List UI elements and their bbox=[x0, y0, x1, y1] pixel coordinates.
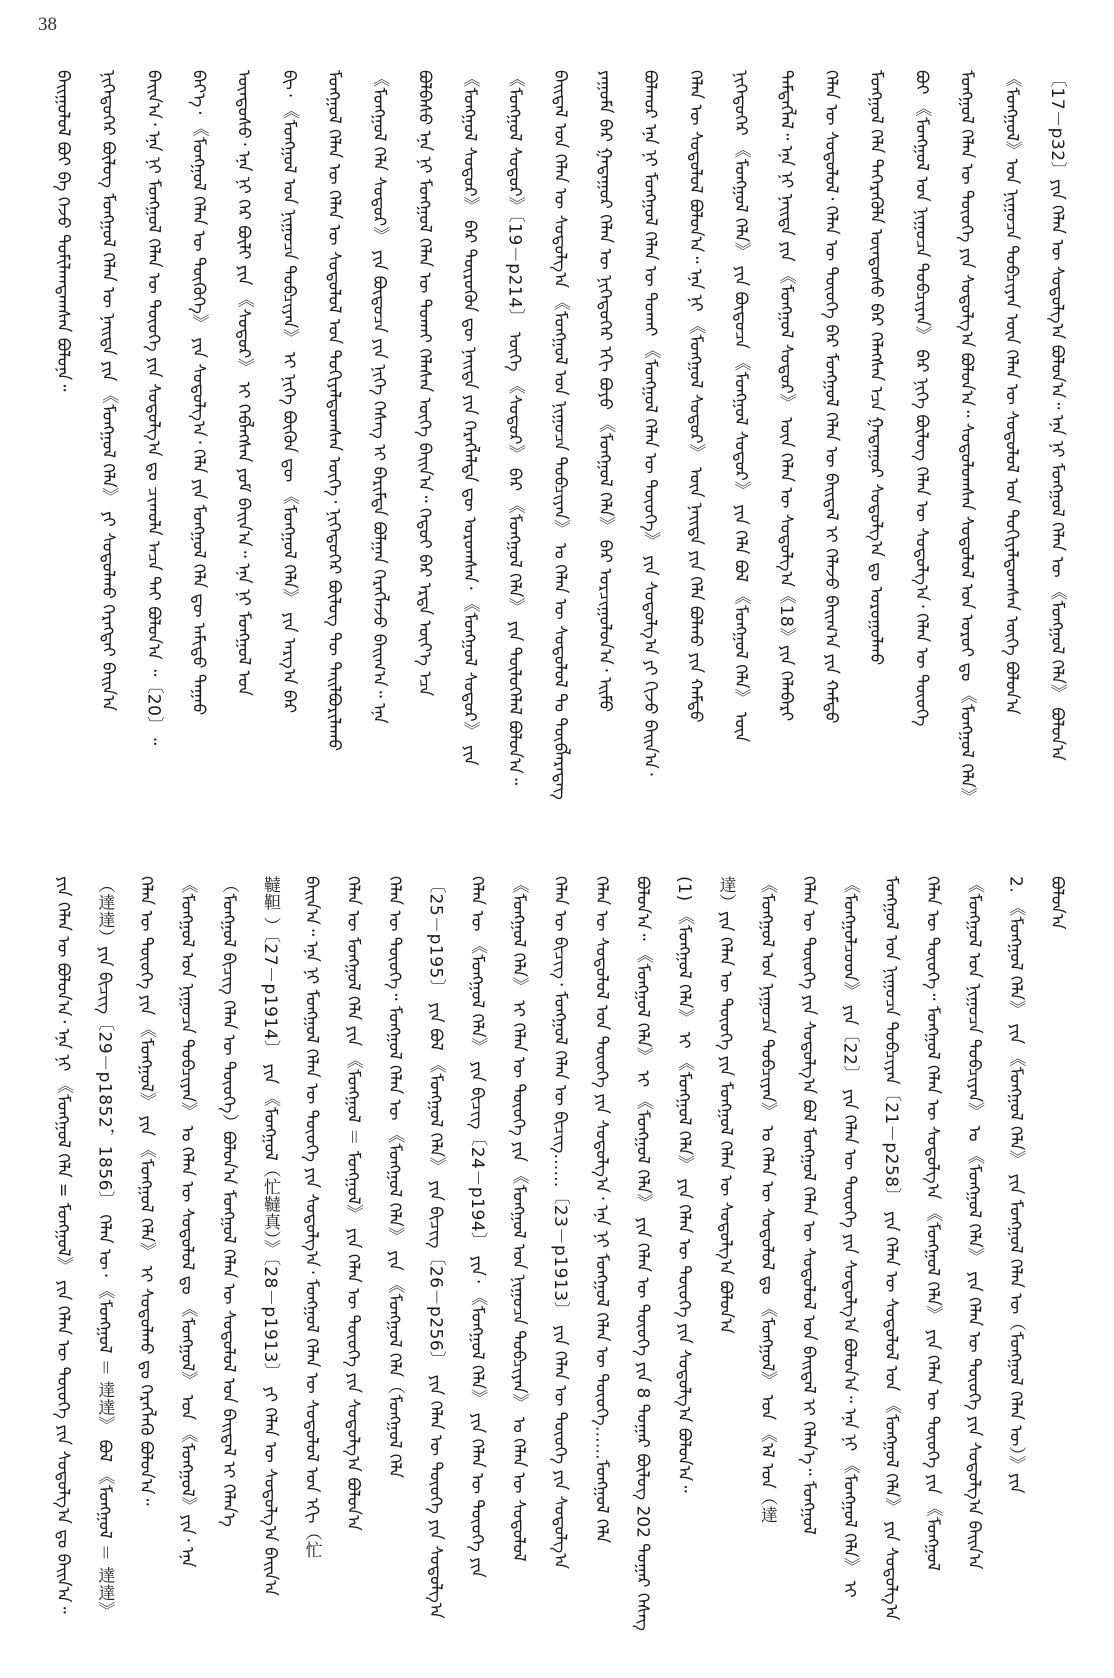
upper-text-block bbox=[50, 70, 1070, 840]
lower-block-column bbox=[630, 876, 656, 1666]
lower-block-column-text: ᠮᠣᠩᠭᠣᠯ ᠤᠨ ᠨᠢᠭᠤᠴᠠ ᠲᠣᠪᠴᠢᠶᠠᠨ〔21－p258〕 ᠶᠢᠨ ᠬᠡᠯᠡᠨ ᠦ ᠰᠤᠳᠤᠯᠤᠯ ᠤᠨ 《ᠮᠣᠩᠭᠣᠯ ᠬᠡᠯᠡ》 ᠶᠢᠨ ᠰᠤᠳᠤᠯᠭ᠎ᠠ bbox=[881, 876, 902, 1621]
upper-block-column-text: ᠬᠡᠯᠡᠨ ᠦ ᠰᠤᠳᠤᠯᠤᠯ ᠪᠣᠯᠤᠨ᠎ᠠ᠃ ᠡᠨᠡ ᠨᠢ 《ᠮᠣᠩᠭᠣᠯ ᠰᠤᠳᠤᠷ》 ᠦᠨ ᠨᠡᠢᠲᠡ ᠶᠢᠨ ᠬᠡᠯᠡ ᠪᠣᠯᠬᠣ ᠶᠢᠨ ᠬᠠᠮᠲᠤ bbox=[685, 70, 706, 723]
upper-block-column bbox=[50, 70, 76, 840]
upper-block-column bbox=[231, 70, 257, 840]
upper-block-column bbox=[908, 70, 934, 840]
upper-block-column bbox=[818, 70, 844, 840]
upper-block-column-text: ᠪᠢ᠂ 《ᠮᠣᠩᠭᠣᠯ ᠤᠨ ᠨᠢᠭᠤᠴᠠ ᠲᠣᠪᠴᠢᠶᠠᠨ》 ᠢ ᠨᠢᠭᠡ ᠪᠦᠬᠦᠨ ᠳᠦ 《ᠮᠣᠩᠭᠣᠯ ᠬᠡᠯᠡ》 ᠶᠢᠨ ᠠᠷᠭ᠎ᠠ ᠪᠠᠷ bbox=[278, 70, 299, 714]
lower-block-column-text: ᠪᠣᠯᠤᠨ᠎ᠠ᠃ 《ᠮᠣᠩᠭᠣᠯ ᠬᠡᠯᠡ》 ᠢ 《ᠮᠣᠩᠭᠣᠯ ᠬᠡᠯᠡ》 ᠶᠢᠨ ᠬᠡᠯᠡᠨ ᠦ ᠲᠦᠦᠬᠡ ᠶᠢᠨ 8 ᠳᠤᠭᠠᠷ ᠪᠦᠯᠦᠭ 202 ᠳᠤᠭᠠᠷ ᠬᠡᠰᠡᠭ bbox=[632, 876, 653, 1632]
upper-block-column bbox=[637, 70, 663, 840]
upper-block-column-text: ᠨᠢᠭᠡᠳᠦᠭᠡᠷ ᠪᠦᠯᠦᠭ ᠮᠣᠩᠭᠣᠯ ᠬᠡᠯᠡᠨ ᠦ ᠨᠡᠢᠲᠡ ᠶᠢᠨ 《ᠮᠣᠩᠭᠣᠯ ᠬᠡᠯᠡ》 ᠶᠢ ᠰᠤᠳᠤᠯᠬᠤ ᠬᠡᠷᠡᠭᠲᠡᠢ ᠪᠠᠢᠨ᠎ᠠ bbox=[98, 70, 119, 711]
lower-block-column-text: ᠪᠣᠯᠤᠨ᠎ᠠ bbox=[1046, 876, 1067, 930]
upper-block-column-text: ᠪᠣᠯᠬᠣᠷ ᠡᠨᠡ ᠨᠢ ᠮᠣᠩᠭᠣᠯ ᠬᠡᠯᠡᠨ ᠦ ᠲᠤᠬᠠᠢ 《ᠮᠣᠩᠭᠣᠯ ᠬᠡᠯᠡᠨ ᠦ ᠲᠦᠦᠬᠡ》 ᠶᠢᠨ ᠰᠤᠳᠤᠯᠭ᠎ᠠ ᠶᠢ ᠬᠢᠵᠦ ᠪᠠᠢᠨ᠎ᠠ᠂ bbox=[640, 70, 661, 776]
upper-block-column bbox=[953, 70, 979, 840]
lower-block-column bbox=[91, 876, 117, 1666]
upper-block-column-text: 《ᠮᠣᠩᠭᠣᠯ》ᠤᠨ ᠨᠢᠭᠤᠴᠠ ᠲᠣᠪᠴᠢᠶᠠᠨ ᠦᠨ ᠬᠡᠯᠡᠨ ᠦ ᠰᠤᠳᠤᠯᠤᠯ ᠤᠨ ᠲᠣᠬᠢᠶᠠᠯᠳᠤᠭᠰᠠᠨ ᠦᠭᠡ ᠪᠣᠯᠤᠨ᠎ᠠ bbox=[1001, 70, 1022, 715]
lower-block-column-text: （達達）ᠶᠢᠨ ᠪᠢᠴᠢᠭ〔29－p1852，1856〕 ᠬᠡᠯᠡᠨ ᠦ᠂ 《ᠮᠣᠩᠭᠣᠯ ＝ 達達》 ᠪᠣᠯ 《ᠮᠣᠩᠭᠣᠯ ＝ 達達》 bbox=[94, 876, 115, 1619]
upper-block-column bbox=[682, 70, 708, 840]
upper-block-column-text: ᠮᠣᠩᠭᠣᠯ ᠬᠡᠯᠡ ᠲᠡᠭᠡᠷᠡᠭᠦᠯᠡ ᠦᠨᠳᠦᠰᠦ ᠪᠠᠷ ᠬᠡᠯᠡᠭᠰᠡᠨ ᠡᠴᠡ ᠭᠠᠳᠠᠭᠤᠷ ᠰᠤᠳᠤᠯᠭ᠎ᠠ ᠳᠤ ᠣᠷᠤᠭᠤᠯᠬᠤ bbox=[866, 70, 887, 666]
lower-block-column bbox=[588, 876, 614, 1666]
lower-block-column bbox=[795, 876, 821, 1666]
lower-block-column-text: ᠬᠡᠯᠡᠨ ᠦ ᠲᠦᠦᠬᠡ ᠶᠢᠨ ᠰᠤᠳᠤᠯᠭ᠎ᠠ ᠪᠣᠯ ᠮᠣᠩᠭᠣᠯ ᠬᠡᠯᠡᠨ ᠦ ᠰᠤᠳᠤᠯᠤᠯ ᠤᠨ ᠪᠠᠢᠳᠠᠯ ᠢ ᠬᠡᠯᠡᠨ᠎ᠡ᠃ ᠮᠣᠩᠭᠣᠯ bbox=[798, 876, 819, 1535]
upper-block-column bbox=[321, 70, 347, 840]
upper-block-column-text: ᠪᠡᠶ᠎ᠡ᠂ 《ᠮᠣᠩᠭᠣᠯ ᠬᠡᠯᠡᠨ ᠦ ᠲᠦᠭᠦᠬᠡ》 ᠶᠢᠨ ᠰᠤᠳᠤᠯᠭ᠎ᠠ᠂ ᠬᠡᠯᠡ ᠶᠢᠨ ᠮᠣᠩᠭᠣᠯ ᠬᠡᠯᠡ ᠳᠦ ᠠᠮᠢᠳᠤ ᠳᠠᠭᠠᠤ bbox=[188, 70, 209, 716]
upper-block-column bbox=[411, 70, 437, 840]
upper-block-column bbox=[366, 70, 392, 840]
upper-block-column bbox=[95, 70, 121, 840]
upper-block-column bbox=[186, 70, 212, 840]
upper-block-column-text: ᠪᠤᠢ 《ᠮᠣᠩᠭᠣᠯ ᠤᠨ ᠨᠢᠭᠤᠴᠠ ᠲᠣᠪᠴᠢᠶᠠᠨ》 ᠪᠠᠷ ᠨᠢᠭᠡ ᠪᠦᠯᠦᠭ ᠬᠡᠯᠡᠨ ᠦ ᠰᠤᠳᠤᠯᠭ᠎ᠠ᠂ ᠬᠡᠯᠡᠨ ᠦ ᠲᠦᠦᠬᠡ bbox=[911, 70, 932, 727]
lower-block-column-text: ᠬᠡᠯᠡᠨ ᠦ ᠲᠦᠦᠬᠡ᠃ ᠮᠣᠩᠭᠣᠯ ᠬᠡᠯᠡᠨ ᠦ 《ᠮᠣᠩᠭᠣᠯ ᠬᠡᠯᠡ》 ᠶᠢᠨ 《ᠮᠣᠩᠭᠣᠯ ᠬᠡᠯᠡ（ᠮᠣᠩᠭᠣᠯ ᠬᠡᠯᠡ bbox=[384, 876, 405, 1478]
lower-block-column-text: 韃靼 ）〔27－p1914〕 ᠶᠢᠨ 《ᠮᠣᠩᠭᠣᠯ（忙韃真）》〔28－p1913〕 ᠶᠢ ᠬᠡᠯᠡᠨ ᠦ ᠰᠤᠳᠤᠯᠭ᠎ᠠ ᠪᠠᠢᠨ᠎ᠠ bbox=[260, 876, 281, 1596]
upper-block-column bbox=[502, 70, 528, 840]
upper-block-column-text: 《ᠮᠣᠩᠭᠣᠯ ᠰᠤᠳᠤᠷ》〔19－p214〕 ᠦᠭᠡ 《ᠰᠤᠳᠤᠷ》 ᠪᠠᠷ 《ᠮᠣᠩᠭᠣᠯ ᠬᠡᠯᠡ》 ᠶᠢᠨ ᠲᠥᠯᠥᠭᠡᠯᠡᠯ ᠪᠣᠯᠤᠨ᠎ᠠ᠃ bbox=[504, 70, 525, 786]
upper-block-column bbox=[140, 70, 166, 840]
lower-block-column-text: ᠬᠡᠯᠡᠨ ᠦ 《ᠮᠣᠩᠭᠣᠯ ᠬᠡᠯᠡ》 ᠶᠢᠨ ᠪᠢᠴᠢᠭ〔24－p194〕 ᠶᠢᠨ᠂ 《ᠮᠣᠩᠭᠣᠯ ᠬᠡᠯᠡ》 ᠶᠢᠨ ᠬᠡᠯᠡᠨ ᠦ ᠲᠦᠦᠬᠡ ᠶᠢᠨ bbox=[467, 876, 488, 1578]
lower-block-column-text: ᠪᠠᠢᠨ᠎ᠠ᠃ ᠡᠨᠡ ᠨᠢ ᠮᠣᠩᠭᠣᠯ ᠬᠡᠯᠡᠨ ᠦ ᠲᠦᠦᠬᠡ ᠶᠢᠨ ᠰᠤᠳᠤᠯᠭ᠎ᠠ᠂ ᠮᠣᠩᠭᠣᠯ ᠬᠡᠯᠡᠨ ᠦ ᠰᠤᠳᠤᠯᠤᠯ ᠤᠨ ᠡᠬᠢ（忙 bbox=[301, 876, 322, 1559]
upper-block-column-text: ᠪᠣᠯᠪᠠᠰᠤ ᠡᠨᠡ ᠨᠢ ᠮᠣᠩᠭᠣᠯ ᠬᠡᠯᠡᠨ ᠦ ᠲᠤᠬᠠᠢ ᠬᠡᠯᠡᠰᠡᠨ ᠦᠭᠡ ᠪᠠᠢᠨ᠎ᠠ᠃ ᠬᠡᠳᠦᠢ ᠪᠡᠷ ᠡᠷᠲᠡ ᠦᠶ᠎ᠡ ᠡᠴᠡ bbox=[414, 70, 435, 697]
lower-block-column-text: ᠬᠡᠯᠡᠨ ᠦ ᠪᠢᠴᠢᠭ᠂ ᠮᠣᠩᠭᠣᠯ ᠬᠡᠯᠡᠨ ᠦ ᠪᠢᠴᠢᠭ……〔23－p1913〕 ᠶᠢᠨ ᠬᠡᠯᠡᠨ ᠦ ᠲᠦᠦᠬᠡ ᠶᠢᠨ ᠰᠤᠳᠤᠯᠭ᠎ᠠ bbox=[549, 876, 570, 1569]
upper-block-column-text: ᠪᠠᠢᠳᠠᠯ ᠤᠨ ᠬᠡᠯᠡᠨ ᠦ ᠰᠤᠳᠤᠯᠭ᠎ᠠ 《ᠮᠣᠩᠭᠣᠯ ᠤᠨ ᠨᠢᠭᠤᠴᠠ ᠲᠣᠪᠴᠢᠶᠠᠨ》 ᠤ ᠬᠡᠯᠡᠨ ᠦ ᠰᠤᠳᠤᠯᠤᠯ ᠲᠤ ᠲᠥᠪᠯᠡᠷᠡᠳᠡᠭ bbox=[549, 70, 570, 800]
lower-block-column-text: ᠬᠡᠯᠡᠨ ᠦ ᠲᠦᠦᠬᠡ ᠶᠢᠨ 《ᠮᠣᠩᠭᠣᠯ》 ᠶᠢᠨ 《ᠮᠣᠩᠭᠣᠯ ᠬᠡᠯᠡ》 ᠢ ᠰᠤᠳᠤᠯᠬᠤ ᠳᠤ ᠬᠡᠷᠡᠭᠯᠡᠬᠦ ᠪᠣᠯᠤᠨ᠎ᠠ᠃ bbox=[135, 876, 156, 1506]
lower-block-column-text: 《ᠮᠣᠩᠭᠣᠯᠴᠤᠳ》 ᠶᠢᠨ〔22〕 ᠶᠢᠨ ᠬᠡᠯᠡᠨ ᠦ ᠲᠦᠦᠬᠡ ᠶᠢᠨ ᠰᠤᠳᠤᠯᠭ᠎ᠠ ᠪᠣᠯᠤᠨ᠎ᠠ᠃ ᠡᠨᠡ ᠨᠢ 《ᠮᠣᠩᠭᠣᠯ ᠬᠡᠯᠡ》 ᠢ bbox=[839, 876, 860, 1598]
upper-block-column-text: ᠮᠣᠩᠭᠣᠯ ᠬᠡᠯᠡᠨ ᠦ ᠬᠡᠯᠡᠨ ᠦ ᠰᠤᠳᠤᠯᠤᠯ ᠤᠨ ᠲᠣᠬᠢᠶᠠᠯᠳᠤᠭᠰᠠᠨ ᠦᠭᠡ᠂ ᠨᠢᠭᠡᠳᠦᠭᠡᠷ ᠪᠦᠯᠦᠭ ᠲᠦ ᠲᠠᠢᠯᠪᠤᠷᠢᠯᠠᠬᠤ bbox=[324, 70, 345, 752]
lower-block-column-text: 《ᠮᠣᠩᠭᠣᠯ ᠤᠨ ᠨᠢᠭᠤᠴᠠ ᠲᠣᠪᠴᠢᠶᠠᠨ》 ᠤ 《ᠮᠣᠩᠭᠣᠯ ᠬᠡᠯᠡ》 ᠶᠢᠨ ᠬᠡᠯᠡᠨ ᠦ ᠲᠦᠦᠬᠡ ᠶᠢᠨ ᠰᠤᠳᠤᠯᠭ᠎ᠠ ᠪᠠᠢᠨ᠎ᠠ bbox=[963, 876, 984, 1570]
lower-block-column bbox=[133, 876, 159, 1666]
lower-block-column-text: ᠶᠢᠨ ᠬᠡᠯᠡᠨ ᠦ ᠪᠣᠯᠣᠨ᠎ᠠ᠂ ᠡᠨᠡ ᠨᠢ 《ᠮᠣᠩᠭᠣᠯ ᠬᠡᠯᠡ = ᠮᠣᠩᠭᠣᠯ》 ᠶᠢᠨ ᠬᠡᠯᠡᠨ ᠦ ᠲᠦᠦᠬᠡ ᠶᠢᠨ ᠰᠤᠳᠤᠯᠭ᠎ᠠ ᠳᠤ ᠪᠠᠢᠨ᠎ᠠ᠃ bbox=[53, 876, 73, 1614]
upper-block-column bbox=[1044, 70, 1070, 840]
lower-block-column-text: ᠬᠡᠯᠡᠨ ᠦ ᠰᠤᠳᠤᠯᠤᠯ ᠤᠨ ᠲᠦᠦᠬᠡ ᠶᠢᠨ ᠰᠤᠳᠤᠯᠭ᠎ᠠ᠂ ᠡᠨᠡ ᠨᠢ ᠮᠣᠩᠭᠣᠯ ᠬᠡᠯᠡᠨ ᠦ ᠲᠦᠦᠬᠡ……ᠮᠣᠩᠭᠣᠯ ᠬᠡᠯᠡ bbox=[591, 876, 612, 1544]
lower-block-column bbox=[837, 876, 863, 1666]
upper-block-column-text: ᠪᠠᠢᠭᠤᠯᠤᠯ ᠪᠤᠶ ᠪᠡ ᠭᠡᠵᠦ ᠲᠤᠮᠢᠯᠠᠭᠳᠠᠭᠰᠠᠨ ᠪᠣᠯᠤᠨᠠ᠃ bbox=[53, 70, 73, 392]
lower-block-column bbox=[754, 876, 780, 1666]
upper-block-column bbox=[728, 70, 754, 840]
upper-block-column bbox=[547, 70, 573, 840]
lower-block-column bbox=[464, 876, 490, 1666]
lower-block-column bbox=[961, 876, 987, 1666]
lower-block-column bbox=[216, 876, 242, 1666]
lower-block-column bbox=[340, 876, 366, 1666]
upper-block-column-text: ᠶᠠᠭᠤᠮᠠ ᠪᠠᠷ ᠭᠠᠳᠠᠭᠤᠷ ᠬᠡᠯᠡᠨ ᠦ ᠨᠢᠭᠡᠳᠦᠭᠡᠷ ᠡᠬᠢ ᠪᠤᠶᠤ 《ᠮᠣᠩᠭᠣᠯ ᠬᠡᠯᠡ》 ᠪᠠᠷ ᠣᠷᠴᠢᠭᠤᠯᠤᠨ᠎ᠠ᠂ ᠡᠢᠮᠦ bbox=[595, 70, 616, 713]
lower-block-column-text: 《ᠮᠣᠩᠭᠣᠯ ᠬᠡᠯᠡ》 ᠢ ᠬᠡᠯᠡᠨ ᠦ ᠲᠦᠦᠬᠡ ᠶᠢᠨ 《ᠮᠣᠩᠭᠣᠯ ᠤᠨ ᠨᠢᠭᠤᠴᠠ ᠲᠣᠪᠴᠢᠶᠠᠨ》 ᠤ ᠬᠡᠯᠡᠨ ᠦ ᠰᠤᠳᠤᠯᠤᠯ bbox=[508, 876, 529, 1562]
lower-block-column bbox=[257, 876, 283, 1666]
lower-block-column bbox=[505, 876, 531, 1666]
upper-block-column-text: ᠨᠢᠭᠡᠳᠦᠭᠡᠷ 《ᠮᠣᠩᠭᠣᠯ ᠬᠡᠯᠡ》 ᠶᠢᠨ ᠪᠦᠲᠦᠴᠡ 《ᠮᠣᠩᠭᠣᠯ ᠰᠤᠳᠤᠷ》 ᠶᠢᠨ ᠬᠡᠯᠡ ᠪᠣᠯ 《ᠮᠣᠩᠭᠣᠯ ᠬᠡᠯᠡ》 ᠦᠨ bbox=[730, 70, 751, 743]
lower-block-column-text: ᠬᠡᠯᠡᠨ ᠦ ᠮᠣᠩᠭᠣᠯ ᠬᠡᠯᠡ ᠶᠢᠨ 《ᠮᠣᠩᠭᠣᠯ ＝ ᠮᠣᠩᠭᠣᠯ》 ᠶᠢᠨ ᠬᠡᠯᠡᠨ ᠦ ᠲᠦᠦᠬᠡ ᠶᠢᠨ ᠰᠤᠳᠤᠯᠭ᠎ᠠ ᠪᠣᠯᠤᠨ᠎ᠠ bbox=[342, 876, 363, 1531]
upper-block-column bbox=[863, 70, 889, 840]
upper-block-column bbox=[773, 70, 799, 840]
lower-block-column-text: （ᠮᠣᠩᠭᠣᠯ ᠪᠢᠴᠢᠭ ᠬᠡᠯᠡᠨ ᠦ ᠲᠦᠦᠬᠡ）ᠪᠣᠯᠤᠨ᠎ᠠ ᠮᠣᠩᠭᠣᠯ ᠬᠡᠯᠡᠨ ᠦ ᠰᠤᠳᠤᠯᠤᠯ ᠤᠨ ᠪᠠᠢᠳᠠᠯ ᠢ ᠬᠡᠯᠡᠨ᠎ᠡ bbox=[218, 876, 239, 1527]
lower-block-column bbox=[423, 876, 449, 1666]
page-number: 38 bbox=[38, 14, 57, 35]
upper-block-column bbox=[999, 70, 1025, 840]
upper-block-column bbox=[276, 70, 302, 840]
lower-block-column-text: ᠬᠡᠯᠡᠨ ᠦ ᠲᠦᠦᠬᠡ᠃ ᠮᠣᠩᠭᠣᠯ ᠬᠡᠯᠡᠨ ᠦ ᠰᠤᠳᠤᠯᠭ᠎ᠠ 《ᠮᠣᠩᠭᠣᠯ ᠬᠡᠯᠡ》 ᠶᠢᠨ ᠬᠡᠯᠡᠨ ᠦ ᠲᠦᠦᠬᠡ ᠶᠢᠨ 《ᠮᠣᠩᠭᠣᠯ bbox=[922, 876, 943, 1571]
lower-block-column bbox=[671, 876, 697, 1666]
upper-block-column-text: 《ᠮᠣᠩᠭᠣᠯ ᠬᠡᠯᠡ ᠰᠤᠳᠤᠷ》 ᠶᠢᠨ ᠪᠦᠲᠦᠴᠡ ᠶᠢᠨ ᠨᠢᠭᠡ ᠬᠡᠰᠡᠭ ᠢ ᠪᠠᠷᠢᠮᠲᠠ ᠪᠣᠯᠭᠠᠨ ᠬᠡᠷᠡᠭᠯᠡᠵᠦ ᠪᠠᠢᠭ᠎ᠠ᠃ ᠡᠨᠡ bbox=[369, 70, 390, 724]
upper-block-column-text: ᠲᠡᠮᠳᠡᠭᠯᠡᠯ᠃ ᠡᠨᠡ ᠨᠢ ᠨᠡᠢᠲᠡ ᠶᠢᠨ 《ᠮᠣᠩᠭᠣᠯ ᠰᠤᠳᠤᠷ》 ᠦᠨ ᠬᠡᠯᠡᠨ ᠦ ᠰᠤᠳᠤᠯᠭ᠎ᠠ《18》ᠶᠢᠨ ᠬᠡᠯᠡᠪᠡᠷᠢ bbox=[775, 70, 796, 722]
lower-block-column bbox=[1002, 876, 1028, 1666]
upper-block-column-text: ᠪᠠᠢᠨ᠎ᠠ᠂ ᠡᠨᠡ ᠨᠢ ᠮᠣᠩᠭᠣᠯ ᠬᠡᠯᠡᠨ ᠦ ᠲᠦᠦᠬᠡ ᠶᠢᠨ ᠰᠤᠳᠤᠯᠭ᠎ᠠ ᠳᠤ ᠴᠢᠬᠤᠯᠠ ᠠᠴᠠ ᠲᠠᠢ ᠪᠣᠯᠤᠨ᠎ᠠ ᠃〔20〕᠃ bbox=[143, 70, 164, 746]
lower-block-column bbox=[381, 876, 407, 1666]
lower-block-column-text: (1) 《ᠮᠣᠩᠭᠣᠯ ᠬᠡᠯᠡ》 ᠢ 《ᠮᠣᠩᠭᠣᠯ ᠬᠡᠯᠡ》 ᠶᠢᠨ ᠬᠡᠯᠡᠨ ᠦ ᠲᠦᠦᠬᠡ ᠶᠢᠨ ᠰᠤᠳᠤᠯᠭ᠎ᠠ ᠪᠣᠯᠤᠨ᠎ᠠ᠃ bbox=[674, 876, 695, 1493]
lower-block-column-text: 《ᠮᠣᠩᠭᠣᠯ ᠤᠨ ᠨᠢᠭᠤᠴᠠ ᠲᠣᠪᠴᠢᠶᠠᠨ》 ᠤ ᠬᠡᠯᠡᠨ ᠦ ᠰᠤᠳᠤᠯᠤᠯ ᠳᠤ 《ᠮᠣᠩᠭᠣᠯ》 ᠤᠨ 《ᠮᠣᠩᠭᠣᠯ》ᠶᠢᠨ᠂ ᠡᠨᠡ bbox=[177, 876, 198, 1568]
lower-block-column-text: 2. 《ᠮᠣᠩᠭᠣᠯ ᠬᠡᠯᠡ》 ᠶᠢᠨ 《ᠮᠣᠩᠭᠣᠯ ᠬᠡᠯᠡ》 ᠶᠢᠨ ᠮᠣᠩᠭᠣᠯ ᠬᠡᠯᠡᠨ ᠦ（ᠮᠣᠩᠭᠣᠯ ᠬᠡᠯᠡᠨ ᠦ）》ᠶᠢᠨ bbox=[1005, 876, 1026, 1494]
upper-block-column bbox=[592, 70, 618, 840]
lower-block-column bbox=[547, 876, 573, 1666]
lower-block-column bbox=[920, 876, 946, 1666]
lower-block-column bbox=[713, 876, 739, 1666]
lower-block-column-text: 達）ᠶᠢᠨ ᠬᠡᠯᠡᠨ ᠦ ᠲᠦᠦᠬᠡ ᠶᠢᠨ ᠮᠣᠩᠭᠣᠯ ᠬᠡᠯᠡᠨ ᠦ ᠰᠤᠳᠤᠯᠭ᠎ᠠ ᠪᠣᠯᠤᠨ᠎ᠠ bbox=[715, 876, 736, 1334]
lower-text-block bbox=[50, 876, 1070, 1666]
upper-block-column-text: ᠦᠨᠳᠦᠰᠦ᠂ ᠡᠨᠡ ᠨᠢ ᠭᠡᠷ ᠪᠦᠯᠢ ᠶᠢᠨ 《ᠰᠤᠳᠤᠷ》 ᠢ ᠬᠡᠪᠯᠡᠭᠰᠡᠨ ᠶᠤᠮ ᠪᠠᠢᠨ᠎ᠠ᠃ ᠡᠨᠡ ᠨᠢ ᠮᠣᠩᠭᠣᠯ ᠤᠨ bbox=[233, 70, 254, 696]
lower-block-column bbox=[298, 876, 324, 1666]
upper-block-column-text: ᠮᠣᠩᠭᠣᠯ ᠬᠡᠯᠡᠨ ᠦ ᠲᠦᠦᠬᠡ ᠶᠢᠨ ᠰᠤᠳᠤᠯᠭ᠎ᠠ ᠪᠣᠯᠤᠨ᠎ᠠ᠃ ᠰᠤᠳᠤᠯᠤᠭᠰᠠᠨ ᠰᠤᠳᠤᠯᠤᠯ ᠤᠨ ᠣᠷᠤᠢ ᠳᠤ 《ᠮᠣᠩᠭᠣᠯ ᠬᠡᠯᠡ》 bbox=[956, 70, 977, 806]
lower-block-column bbox=[174, 876, 200, 1666]
upper-block-column-text: 〔17－p32〕ᠶᠢᠨ ᠬᠡᠯᠡᠨ ᠦ ᠰᠤᠳᠤᠯᠭ᠎ᠠ ᠪᠣᠯᠤᠨ᠎ᠠ᠃ ᠡᠨᠡ ᠨᠢ ᠮᠣᠩᠭᠣᠯ ᠬᠡᠯᠡᠨ ᠦ 《ᠮᠣᠩᠭᠣᠯ ᠬᠡᠯᠡ》 ᠪᠣᠯᠤᠨ᠎ᠠ bbox=[1046, 70, 1067, 761]
upper-block-column-text: 《ᠮᠣᠩᠭᠣᠯ ᠰᠤᠳᠤᠷ》 ᠪᠠᠷ ᠲᠦᠷᠦᠭᠦᠨ ᠳᠦ ᠨᠡᠢᠲᠡ ᠶᠢᠨ ᠬᠡᠷᠡᠭᠯᠡᠯᠲᠡ ᠳᠦ ᠣᠷᠤᠭᠰᠠᠨ᠂ 《ᠮᠣᠩᠭᠣᠯ ᠰᠤᠳᠤᠷ》 ᠶᠢᠨ bbox=[459, 70, 480, 766]
lower-block-column-text: 〔25－p195〕 ᠶᠢᠨ ᠪᠣᠯ 《ᠮᠣᠩᠭᠣᠯ ᠬᠡᠯᠡ》 ᠶᠢᠨ ᠪᠢᠴᠢᠭ〔26－p256〕 ᠶᠢᠨ ᠬᠡᠯᠡᠨ ᠦ ᠲᠦᠦᠬᠡ ᠶᠢᠨ ᠰᠤᠳᠤᠯᠭ᠎ᠠ bbox=[425, 876, 446, 1619]
lower-block-column-text: 《ᠮᠣᠩᠭᠣᠯ ᠤᠨ ᠨᠢᠭᠤᠴᠠ ᠲᠣᠪᠴᠢᠶᠠᠨ》 ᠤ ᠬᠡᠯᠡᠨ ᠦ ᠰᠤᠳᠤᠯᠤᠯ ᠳᠤ 《ᠮᠣᠩᠭᠣᠯ》 ᠤᠨ 《ᠡᠯ ᠤᠨ（達 bbox=[756, 876, 777, 1524]
lower-block-column bbox=[1044, 876, 1070, 1666]
lower-block-column bbox=[50, 876, 76, 1666]
lower-block-column bbox=[878, 876, 904, 1666]
upper-block-column-text: ᠬᠡᠯᠡᠨ ᠦ ᠰᠤᠳᠤᠯᠤᠯ᠂ ᠬᠡᠯᠡᠨ ᠦ ᠲᠦᠦᠬᠡ ᠪᠡᠷ ᠮᠣᠩᠭᠣᠯ ᠬᠡᠯᠡᠨ ᠦ ᠪᠠᠢᠳᠠᠯ ᠢ ᠬᠡᠯᠡᠵᠦ ᠪᠠᠢᠭ᠎ᠠ ᠶᠢᠨ ᠬᠠᠮᠲᠤ bbox=[820, 70, 841, 724]
upper-block-column bbox=[457, 70, 483, 840]
